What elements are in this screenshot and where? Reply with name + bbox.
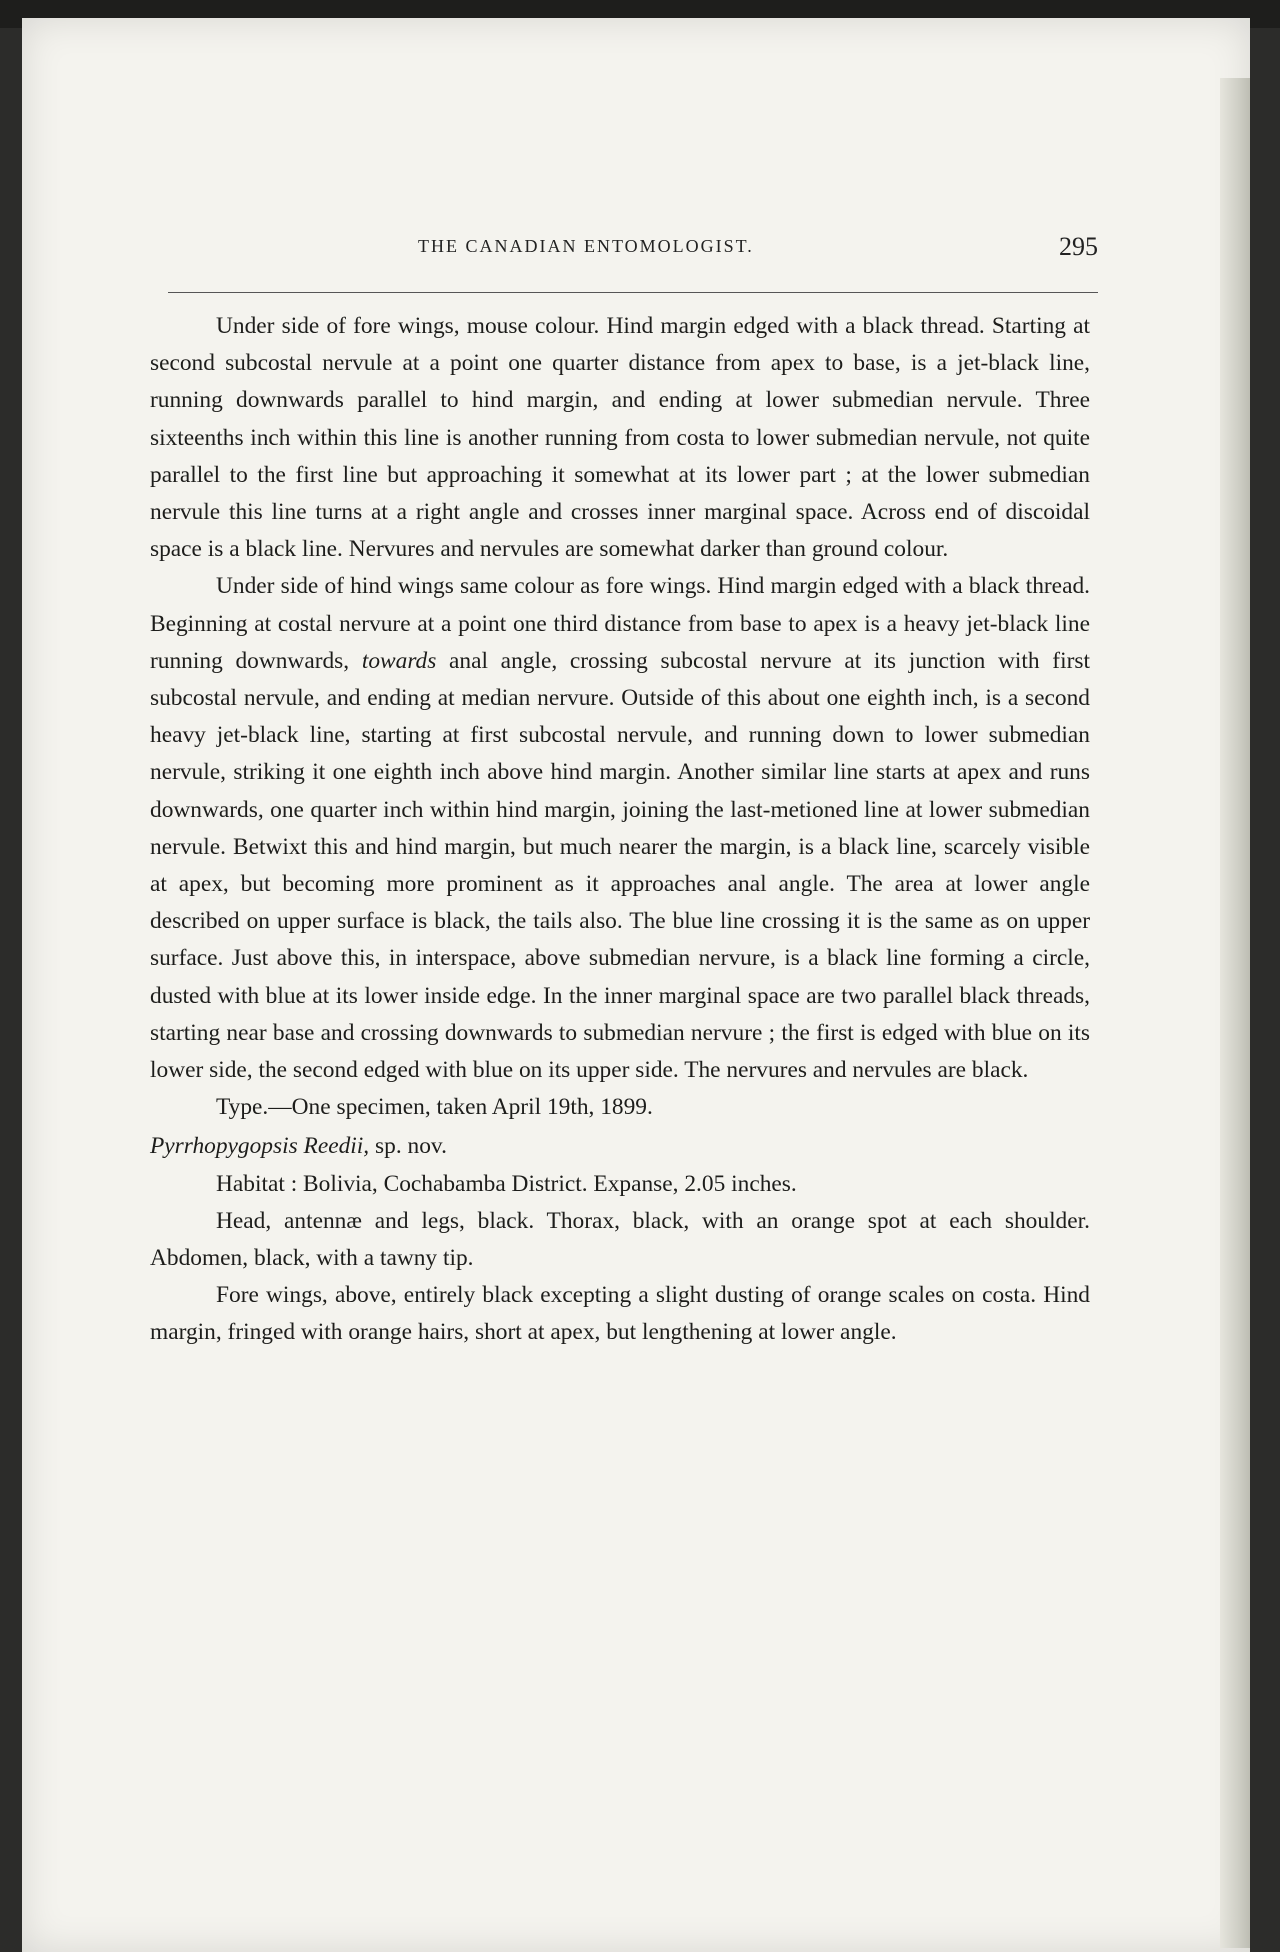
habitat-line: Habitat : Bolivia, Cochabamba District. Expanse, 2.05 inches. [216,1170,797,1197]
page-number: 295 [1059,232,1098,261]
header-rule [168,292,1098,293]
species-heading [150,1128,1090,1165]
italic-word: towards [361,647,437,674]
paragraph-hind-wings-underside [150,568,1090,1089]
paragraph-text: anal angle, crossing subcostal nervure at its junction with first subcostal nervule, and ending at median nervure. Outside of this about one eighth inch, is a second heavy jet-black line, starting at first subcostal nervule, and running down to lower submedian nervule, striking it one eighth inch above hind margin. Another similar line starts at apex and runs downwards, one quarter inch within hind margin, joining the last-metioned line at lower submedian nervule. Betwixt this and hind margin, but much nearer the margin, is a black line, scarcely visible at apex, but becoming more prominent as it approaches anal angle. The area at lower angle described on upper surface is black, the tails also. The blue line crossing it is the same as on upper surface. Just above this, in interspace, above submedian nervure, is a black line forming a circle, dusted with blue at its lower inside edge. In the inner marginal space are two parallel black threads, starting near base and crossing downwards to submedian nervure ; the first is edged with blue on its lower side, the second edged with blue on its upper side. The nervures and nervules are black. [150,647,1090,1084]
paragraph-text: Under side of hind wings same colour as fore wings. Hind margin edged with a black thread. Beginning at costal nervure at a point one third distance from base to apex is a heavy jet-black line running downwards, [150,573,1090,674]
type-specimen-line: Type.—One specimen, taken April 19th, 1899. [216,1094,653,1121]
species-suffix: sp. nov. [375,1133,447,1160]
paragraph-head-thorax: Head, antennæ and legs, black. Thorax, black, with an orange spot at each shoulder. Abdomen, black, with a tawny tip. [150,1207,1090,1272]
body-text [150,308,1090,1352]
page-edge-shadow [1220,78,1250,1948]
species-name: Pyrrhopygopsis Reedii, [150,1133,370,1160]
page-header [168,232,1098,272]
running-title: THE CANADIAN ENTOMOLOGIST. [418,236,754,256]
paragraph-fore-wings-underside: Under side of fore wings, mouse colour. Hind margin edged with a black thread. Starting at second subcostal nervule at a point one quarter distance from apex to base, is a jet-black line, running downwards parallel to hind margin, and ending at lower submedian nervule. Three sixteenths inch within this line is another running from costa to lower submedian nervule, not quite parallel to the first line but approaching it somewhat at its lower part ; at the lower submedian nervule this line turns at a right angle and crosses inner marginal space. Across end of discoidal space is a black line. Nervures and nervules are somewhat darker than ground colour. [150,313,1090,563]
paragraph-fore-wings-above: Fore wings, above, entirely black excepting a slight dusting of orange scales on costa. Hind margin, fringed with orange hairs, short at apex, but lengthening at lower angle. [150,1282,1090,1346]
